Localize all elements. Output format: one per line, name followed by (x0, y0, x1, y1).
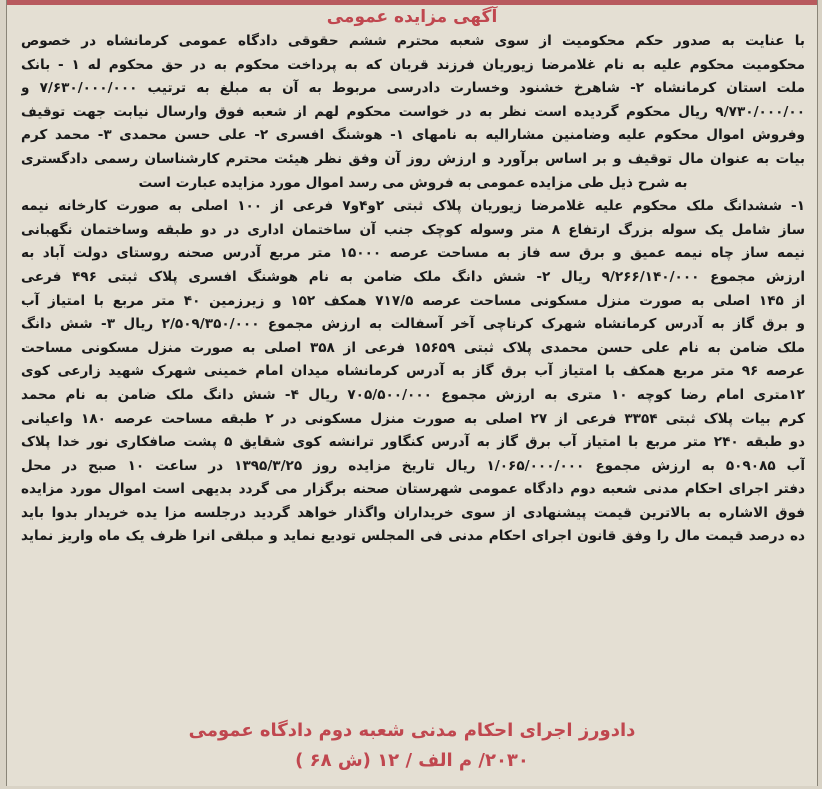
body-line: کرم بیات پلاک ثبتی ۳۳۵۴ فرعی از ۲۷ اصلی به صورت منزل مسکونی در ۲ طبقه مساحت عرصه ۱۸۰ واعیانی (21, 410, 805, 427)
body-line: ارزش مجموع ۹/۲۶۶/۱۴۰/۰۰۰ ریال ۲- شش دانگ ملک ضامن به نام هوشنگ افسری پلاک ثبتی ۴۹۶ فرعی (21, 268, 805, 285)
notice-paper (6, 0, 818, 786)
body-line: با عنایت به صدور حکم محکومیت از سوی شعبه محترم ششم حقوقی دادگاه عمومی کرمانشاه در خصوص (21, 33, 805, 49)
body-line: ملک ضامن به نام علی حسن محمدی پلاک ثبتی ۱۵۶۵۹ فرعی از ۳۵۸ اصلی به صورت منزل مسکونی مساحت (21, 339, 805, 356)
body-line: دفتر اجرای احکام مدنی شعبه دوم دادگاه عمومی شهرستان صحنه برگزار می گردد بدیهی است اموال مورد مزایده (21, 481, 805, 498)
body-line: بیات به عنوان مال توقیف و بر اساس برآورد و ارزش روز آن وفق نظر هیئت محترم کارشناسان رسمی دادگستری (21, 150, 805, 167)
body-line: ۱۲متری امام رضا کوچه ۱۰ متری به ارزش مجموع ۷۰۵/۵۰۰/۰۰۰ ریال ۴- شش دانگ ملک ضامن به نام محمد (21, 386, 805, 403)
body-line: از ۱۴۵ اصلی به صورت منزل مسکونی مساحت عرصه ۷۱۷/۵ همکف ۱۵۲ و زیرزمین ۴۰ متر مربع با امتیاز آب (21, 292, 805, 309)
body-line: عرصه ۹۶ متر مربع همکف با امتیاز آب برق گاز به آدرس کرمانشاه میدان امام خمینی شهرک شهید زارعی کوی (21, 363, 805, 380)
body-line: فوق الاشاره به بالاترین قیمت پیشنهادی از سوی خریداران واگذار خواهد گردید درجلسه مزا یده خریدار بدوا باید (21, 504, 805, 521)
reference-number: ۲۰۳۰/ م الف / ۱۲ (ش ۶۸ ) (295, 750, 529, 771)
body-line: ملت استان کرمانشاه ۲- شاهرخ خشنود وخسارت دادرسی مربوط به آن به مبلغ به ترتیب ۷/۶۳۰/۰۰۰/۰۰۰ و (21, 80, 805, 97)
notice-title: آگهی مزایده عمومی (326, 7, 498, 27)
body-line: به شرح ذیل طی مزایده عمومی به فروش می رسد اموال مورد مزایده عبارت است (138, 174, 688, 191)
signature-line: دادورز اجرای احکام مدنی شعبه دوم دادگاه عمومی (188, 720, 636, 741)
notice-body (21, 30, 805, 549)
body-line: ساز شامل یک سوله بزرگ ارتفاع ۸ متر وسوله کوچک جنب آن ساختمان اداری در دو طبقه وساختمان نگهبانی (21, 221, 805, 238)
body-line: وفروش اموال محکوم علیه وضامنین مشارالیه به نامهای ۱- هوشنگ افسری ۲- علی حسن محمدی ۳- محمد کرم (21, 127, 805, 144)
body-line: آب ۵۰۹۰۸۵ به ارزش مجموع ۱/۰۶۵/۰۰۰/۰۰۰ ریال تاریخ مزایده روز ۱۳۹۵/۳/۲۵ در ساعت ۱۰ صبح در محل (21, 457, 805, 474)
body-line: محکومیت محکوم علیه به نام غلامرضا زیوریان فرزند قربان که به پرداخت محکوم به در حق محکوم له ۱ - بانک (21, 56, 805, 73)
body-line: ۱- ششدانگ ملک محکوم علیه غلامرضا زیوریان پلاک ثبتی ۲و۴و۷ فرعی از ۱۰۰ اصلی به صورت کارخانه نیمه (21, 198, 805, 215)
body-line: نیمه ساز چاه نیمه عمیق و برق سه فاز به مساحت عرصه ۱۵۰۰۰ متر مربع آدرس صحنه روستای دولت آباد به (21, 245, 805, 262)
body-line: دو طبقه ۲۴۰ متر مربع با امتیاز آب برق گاز به آدرس کنگاور ترانشه کوی شقایق ۵ پشت صافکاری نور خدا پلاک (21, 434, 805, 451)
body-line: و برق گاز به آدرس کرمانشاه شهرک کرناچی آخر آسفالت به ارزش مجموع ۲/۵۰۹/۳۵۰/۰۰۰ ریال ۳- شش دانگ (21, 316, 805, 333)
body-line: ده درصد قیمت مال را وفق قانون اجرای احکام مدنی فی المجلس تودیع نماید و مبلقی انرا ظرف یک ماه واریز نماید (21, 528, 805, 545)
body-line: ۹/۷۳۰/۰۰۰/۰۰ ریال محکوم گردیده است نظر به در خواست محکوم لهم از شعبه فوق وارسال نیابت جهت توقیف (21, 103, 805, 120)
